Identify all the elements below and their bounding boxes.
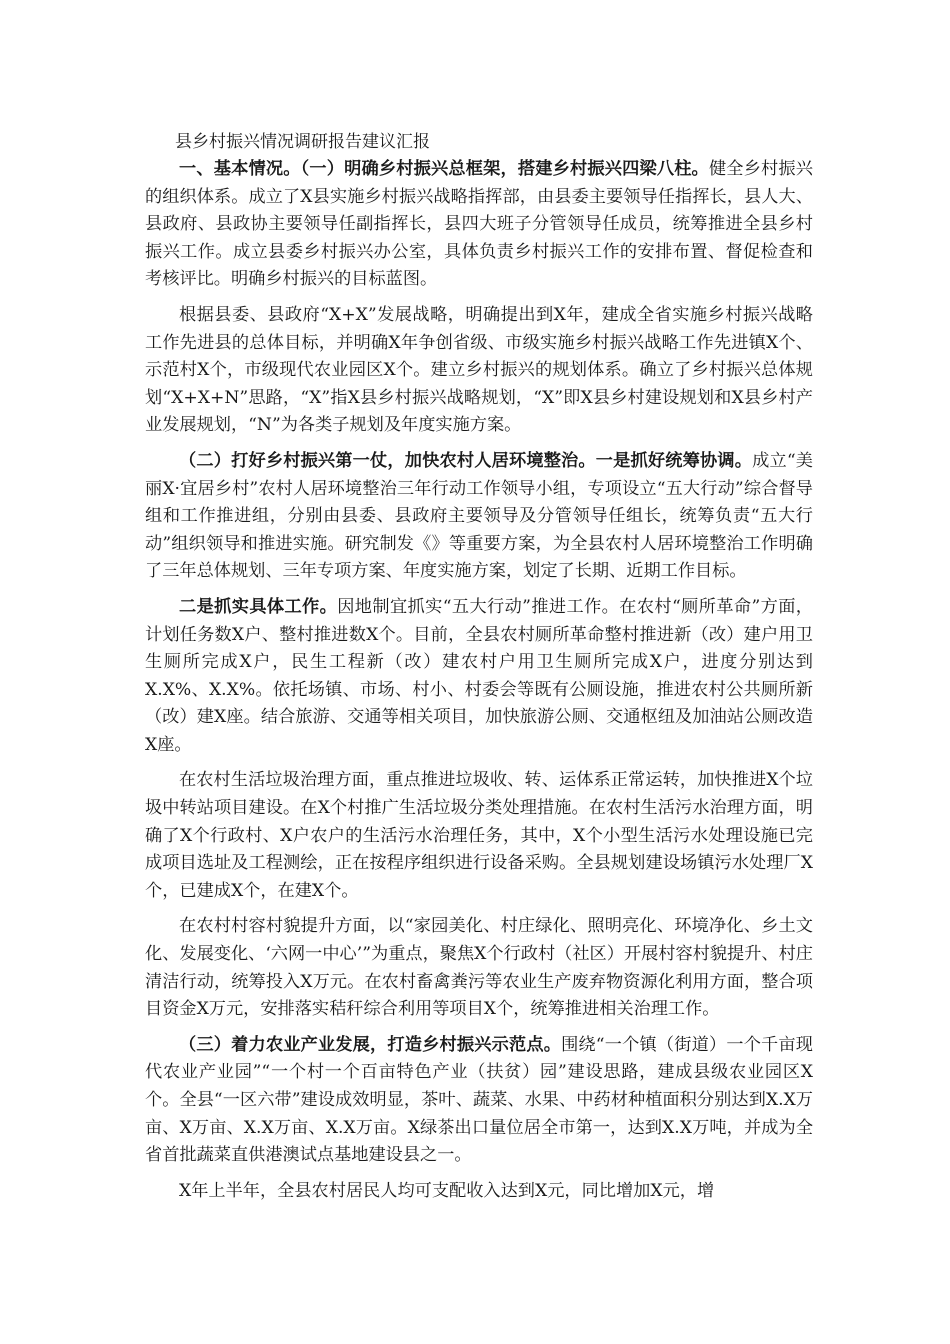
document-body	[145, 128, 813, 1205]
paragraph-heading: （三）着力农业产业发展，打造乡村振兴示范点。	[179, 1034, 562, 1055]
paragraph-text: 成立“美丽X·宜居乡村”农村人居环境整治三年行动工作领导小组，专项设立“五大行动”综合督导组和工作推进组，分别由县委、县政府主要领导及分管领导任组长，统筹负责“五大行动”组织领导和推进实施。研究制发《》等重要方案，为全县农村人居环境整治工作明确了三年总体规划、三年专项方案、年度实施方案，划定了长期、近期工作目标。	[145, 450, 813, 582]
paragraph-text: 围绕“一个镇（街道）一个千亩现代农业产业园”“一个村一个百亩特色产业（扶贫）园”建设思路，建成县级农业园区X个。全县“一区六带”建设成效明显，茶叶、蔬菜、水果、中药材种植面积分别达到X.X万亩、X万亩、X.X万亩、X.X万亩。X绿茶出口量位居全市第一，达到X.X万吨，并成为全省首批蔬菜直供港澳试点基地建设县之一。	[145, 1034, 814, 1166]
paragraph-garbage-sewage	[145, 767, 813, 905]
paragraph-planning	[145, 302, 813, 440]
paragraph-text: 因地制宜抓实“五大行动”推进工作。在农村“厕所革命”方面，计划任务数X户、整村推进数X个。目前，全县农村厕所革命整村推进新（改）建户用卫生厕所完成X户，民生工程新（改）建农村户用卫生厕所完成X户，进度分别达到X.X%、X.X%。依托场镇、市场、村小、村委会等既有公厕设施，推进农村公共厕所新（改）建X座。结合旅游、交通等相关项目，加快旅游公厕、交通枢纽及加油站公厕改造X座。	[145, 596, 813, 755]
paragraph-text: X年上半年，全县农村居民人均可支配收入达到X元，同比增加X元，增	[179, 1180, 715, 1201]
paragraph-income	[145, 1178, 813, 1206]
paragraph-toilet-revolution	[145, 594, 813, 760]
paragraph-environment	[145, 448, 813, 586]
paragraph-village-appearance	[145, 913, 813, 1023]
paragraph-heading: （二）打好乡村振兴第一仗，加快农村人居环境整治。一是抓好统筹协调。	[179, 450, 753, 471]
paragraph-heading: 一、基本情况。（一）明确乡村振兴总框架，搭建乡村振兴四梁八柱。	[179, 159, 709, 179]
paragraph-basic-situation	[145, 156, 813, 294]
document-title: 县乡村振兴情况调研报告建议汇报	[175, 132, 430, 152]
paragraph-text: 在农村村容村貌提升方面，以“家园美化、村庄绿化、照明亮化、环境净化、乡土文化、发展变化、‘六网一中心’”为重点，聚焦X个行政村（社区）开展村容村貌提升、村庄清洁行动，统筹投入X万元。在农村畜禽粪污等农业生产废弃物资源化利用方面，整合项目资金X万元，安排落实秸秆综合利用等项目X个，统筹推进相关治理工作。	[145, 916, 813, 1020]
paragraph-text: 根据县委、县政府“X+X”发展战略，明确提出到X年，建成全省实施乡村振兴战略工作先进县的总体目标，并明确X年争创省级、市级实施乡村振兴战略工作先进镇X个、示范村X个，市级现代农业园区X个。建立乡村振兴的规划体系。确立了乡村振兴总体规划“X+X+N”思路，“X”指X县乡村振兴战略规划，“X”即X县乡村建设规划和X县乡村产业发展规划，“N”为各类子规划及年度实施方案。	[145, 304, 813, 436]
paragraph-industry	[145, 1032, 813, 1170]
paragraph-heading: 二是抓实具体工作。	[179, 596, 338, 617]
paragraph-text: 在农村生活垃圾治理方面，重点推进垃圾收、转、运体系正常运转，加快推进X个垃圾中转站项目建设。在X个村推广生活垃圾分类处理措施。在农村生活污水治理方面，明确了X个行政村、X户农户的生活污水治理任务，其中，X个小型生活污水处理设施已完成项目选址及工程测绘，正在按程序组织进行设备采购。全县规划建设场镇污水处理厂X个，已建成X个，在建X个。	[145, 770, 813, 901]
paragraph-text: 健全乡村振兴的组织体系。成立了X县实施乡村振兴战略指挥部，由县委主要领导任指挥长，县人大、县政府、县政协主要领导任副指挥长，县四大班子分管领导任成员，统筹推进全县乡村振兴工作。成立县委乡村振兴办公室，具体负责乡村振兴工作的安排布置、督促检查和考核评比。明确乡村振兴的目标蓝图。	[145, 159, 813, 290]
